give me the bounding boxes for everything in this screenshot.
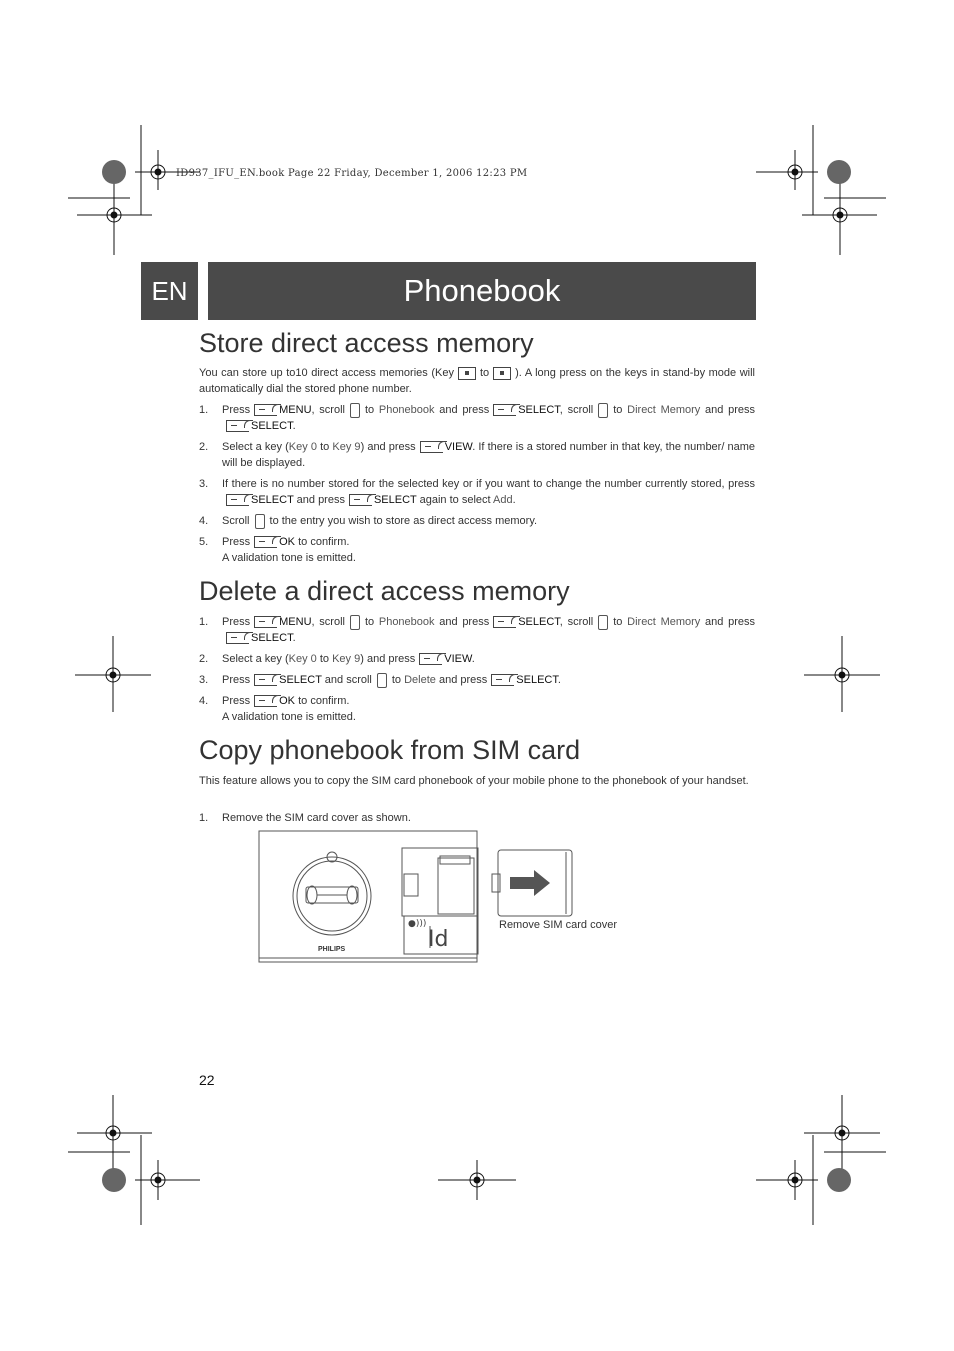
delete-step-3: 3. Press SELECT and scroll to Delete and press SELECT. (199, 674, 561, 686)
scroll-key-icon (255, 514, 265, 529)
scroll-key-icon (598, 403, 608, 418)
key-0-icon (458, 367, 476, 380)
softkey-icon (226, 494, 249, 506)
softkey-icon (493, 404, 516, 416)
brand-logo: PHILIPS (318, 946, 346, 953)
svg-text:Id: Id (428, 927, 449, 952)
sim-cover-figure (258, 830, 578, 966)
softkey-icon (254, 616, 277, 628)
softkey-icon (491, 674, 514, 686)
section-heading-store: Store direct access memory (199, 328, 534, 358)
softkey-icon (419, 653, 442, 665)
store-step-5: 5. Press OK to confirm. A validation tone is emitted. (199, 536, 356, 564)
delete-step-4: 4. Press OK to confirm. A validation tone is emitted. (199, 695, 356, 723)
softkey-icon (493, 616, 516, 628)
chapter-title: Phonebook (208, 262, 756, 320)
softkey-icon (254, 674, 277, 686)
softkey-icon (254, 695, 277, 707)
softkey-icon (349, 494, 372, 506)
softkey-icon (254, 536, 277, 548)
arrow-right-icon (510, 870, 550, 896)
scroll-key-icon (350, 615, 360, 630)
store-step-3: 3. If there is no number stored for the selected key or if you want to change the number currently stored, pressSELECT and press SELECT again to select Add. (199, 478, 755, 506)
store-step-4: 4. Scroll to the entry you wish to store as direct access memory. (199, 515, 538, 527)
store-intro: You can store up to10 direct access memories (Key to ). A long press on the keys in stand-by mode will automatically dial the stored phone number. (199, 367, 755, 395)
key-9-icon (493, 367, 511, 380)
print-header: ID937_IFU_EN.book Page 22 Friday, December 1, 2006 12:23 PM (176, 168, 528, 179)
svg-text:●))): ●))) (408, 919, 427, 929)
store-step-2: 2. Select a key (Key 0 to Key 9) and press VIEW. If there is a stored number in that key, the number/ name will be displayed. (199, 441, 756, 469)
copy-intro: This feature allows you to copy the SIM card phonebook of your mobile phone to the phonebook of your handset. (199, 775, 749, 787)
page-number: 22 (199, 1072, 215, 1088)
delete-step-2: 2. Select a key (Key 0 to Key 9) and press VIEW. (199, 653, 475, 665)
store-step-1: 1. Press MENU, scroll to Phonebook and press SELECT, scroll to Direct Memory and pressSELECT. (199, 404, 755, 432)
language-tab: EN (141, 262, 198, 320)
copy-step-1: 1. Remove the SIM card cover as shown. (199, 812, 411, 824)
scroll-key-icon (377, 673, 387, 688)
softkey-icon (226, 632, 249, 644)
delete-step-1: 1. Press MENU, scroll to Phonebook and press SELECT, scroll to Direct Memory and pressSELECT. (199, 616, 755, 644)
softkey-icon (420, 441, 443, 453)
scroll-key-icon (598, 615, 608, 630)
section-heading-delete: Delete a direct access memory (199, 576, 570, 606)
softkey-icon (254, 404, 277, 416)
section-heading-copy: Copy phonebook from SIM card (199, 735, 581, 765)
softkey-icon (226, 420, 249, 432)
scroll-key-icon (350, 403, 360, 418)
figure-caption: Remove SIM card cover (499, 919, 617, 931)
